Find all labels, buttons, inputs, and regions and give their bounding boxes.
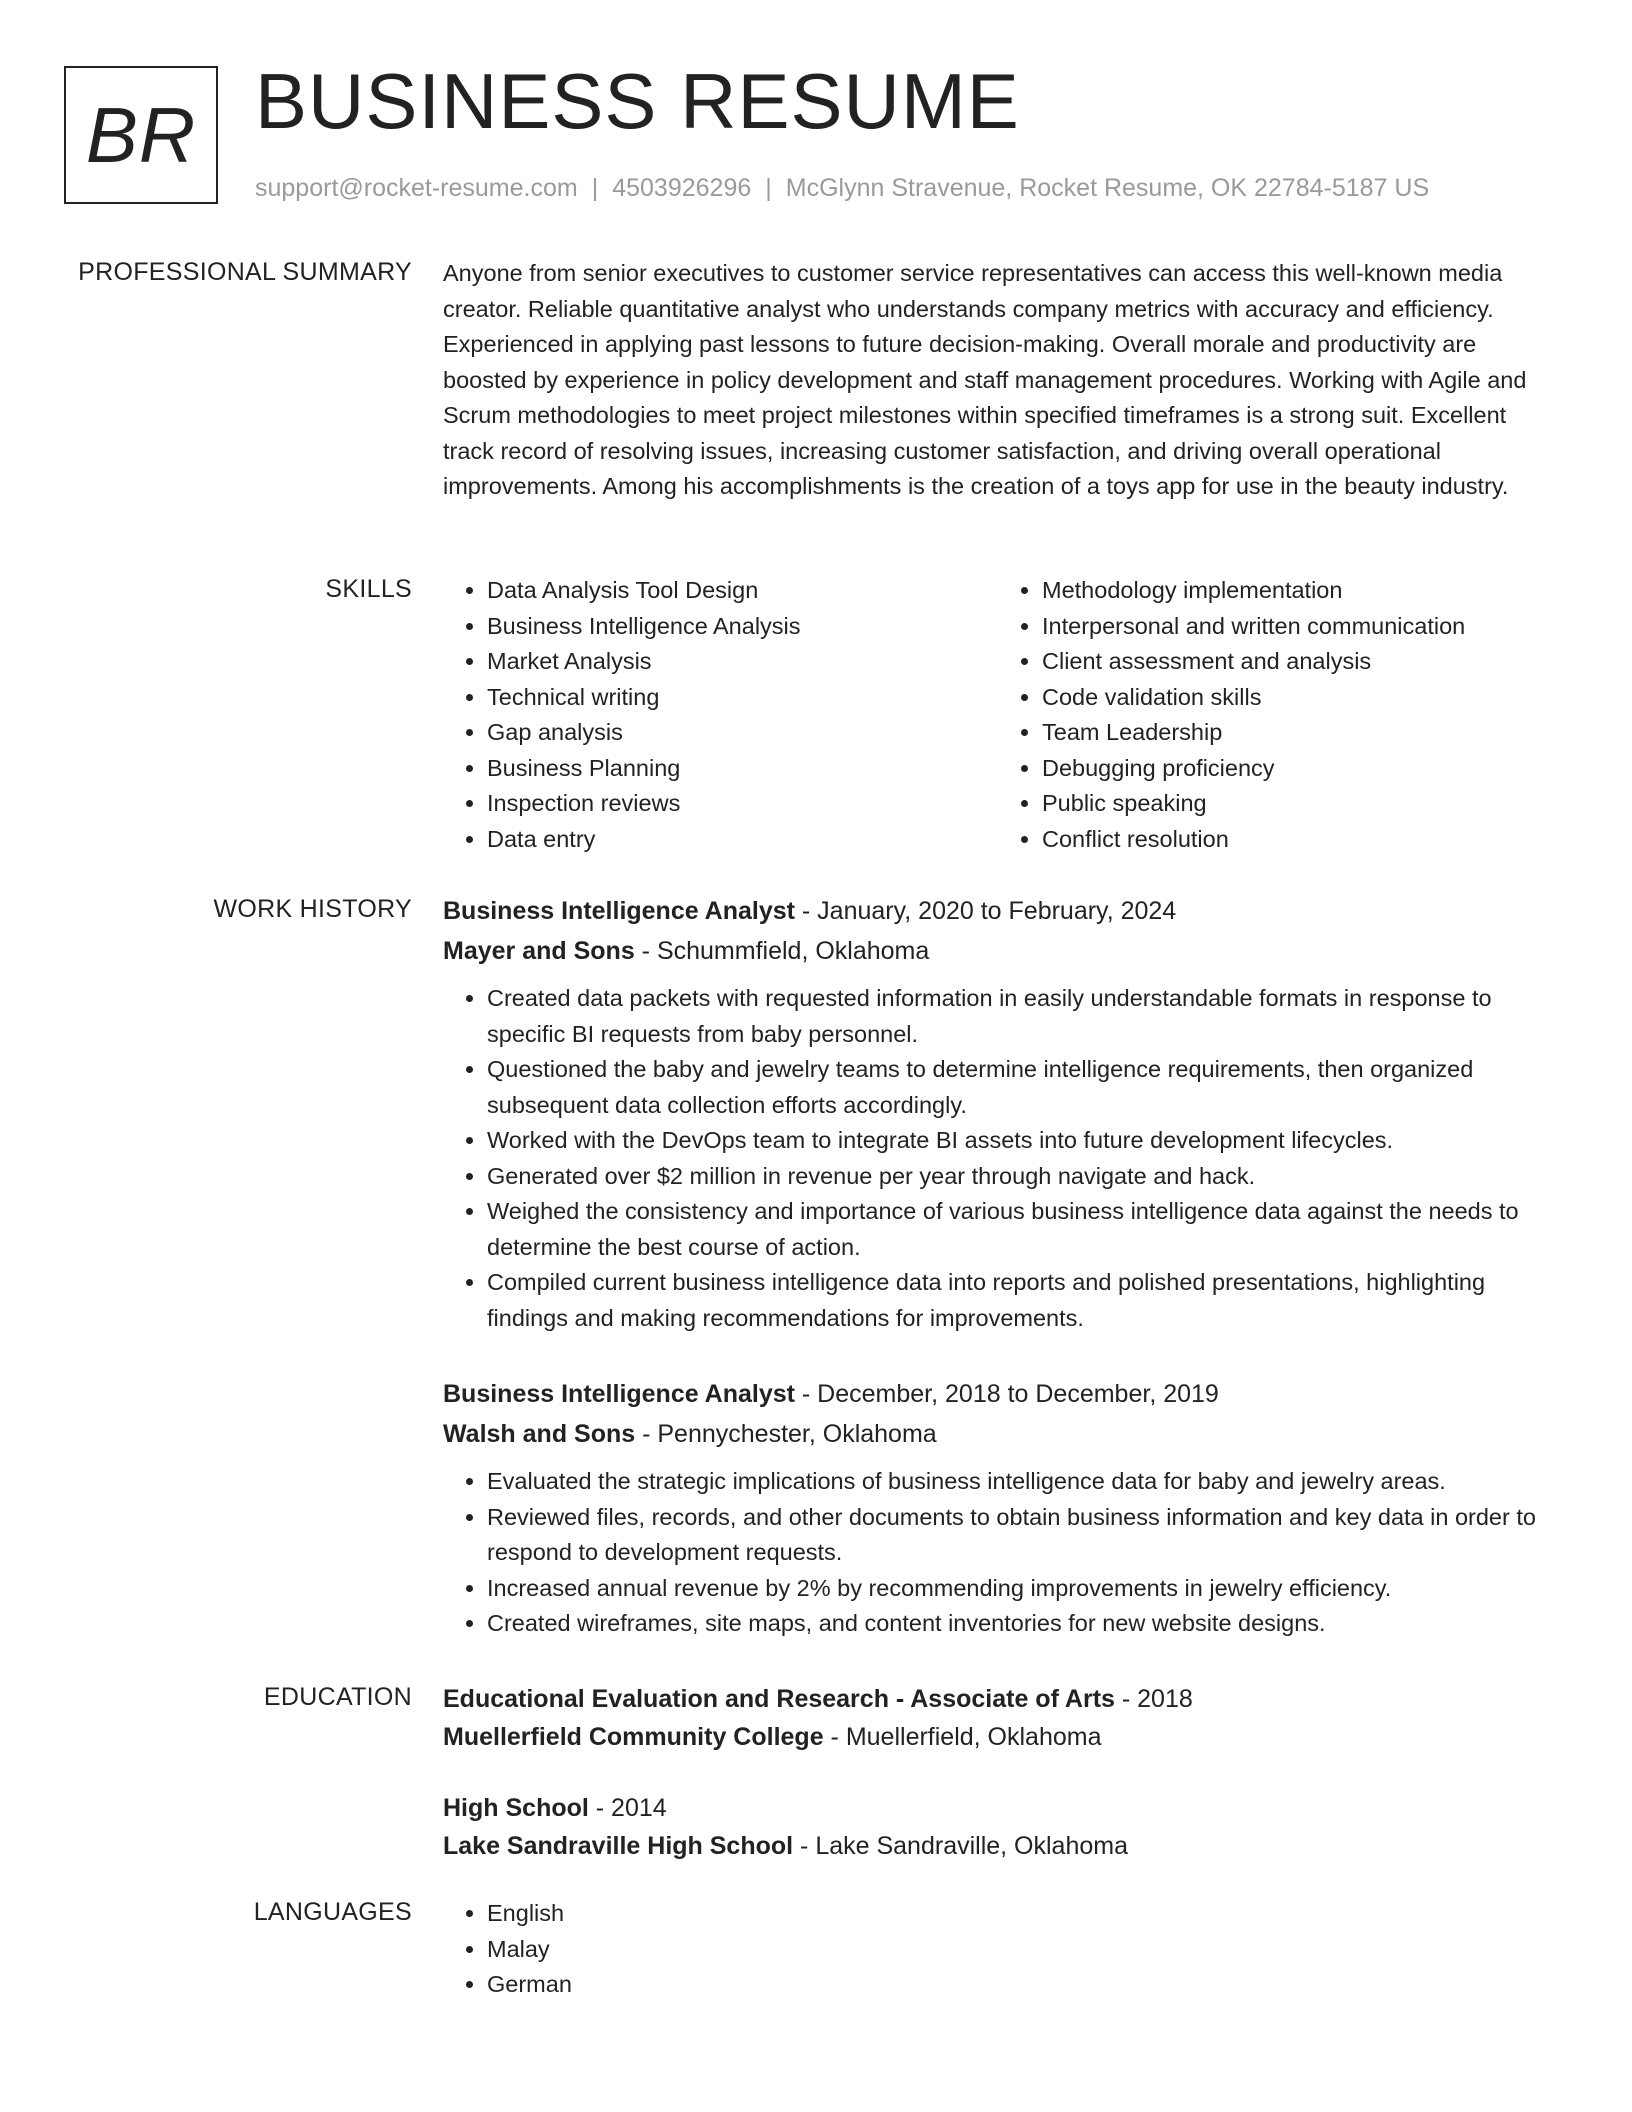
job-company-line [443,931,1553,971]
education-degree-line [443,1680,1553,1718]
job-bullets [443,1464,1553,1642]
education-location: - Lake Sandraville, Oklahoma [793,1832,1128,1860]
contact-phone[interactable]: 4503926296 [612,174,752,202]
education-school-line [443,1827,1553,1865]
job-bullet: • Questioned the baby and jewelry teams to determine intelligence requirements, then organized subsequent data collection efforts accordingly. [487,1052,1553,1123]
education-school: Lake Sandraville High School [443,1832,794,1860]
skill-item: • Team Leadership [1042,715,1553,751]
summary-text: Anyone from senior executives to customer service representatives can access this well-known media creator. Reliable quantitative analyst who understands company metrics with accuracy and efficiency. Experienced in applying past lessons to future decision-making. Overall morale and productivity are boosted by experience in policy development and staff management procedures. Working with Agile and Scrum methodologies to meet project milestones within specified timeframes is a strong suit. Excellent track record of resolving issues, increasing customer satisfaction, and driving overall operational improvements. Among his accomplishments is the creation of a toys app for use in the beauty industry. [443,260,1527,499]
job-bullet: • Reviewed files, records, and other documents to obtain business information and key data in order to respond to development requests. [487,1500,1553,1571]
job-title-line [443,1374,1553,1414]
job-dates: - January, 2020 to February, 2024 [794,897,1177,925]
summary-section [443,256,1553,505]
education-year: - 2014 [588,1794,667,1822]
contact-email[interactable]: support@rocket-resume.com [255,174,578,202]
job-entry [443,891,1553,1336]
section-label-summary: PROFESSIONAL SUMMARY [78,258,412,286]
resume-title: BUSINESS RESUME [255,57,1020,145]
job-title: Business Intelligence Analyst [443,897,795,925]
skill-item: • Methodology implementation [1042,573,1553,609]
section-label-skills: SKILLS [325,575,412,603]
education-school-line [443,1718,1553,1756]
skills-section [443,573,1553,857]
skill-item: • Code validation skills [1042,680,1553,716]
job-bullet: • Compiled current business intelligence data into reports and polished presentations, highlighting findings and making recommendations for improvements. [487,1265,1553,1336]
skill-item: • Data entry [487,822,998,858]
education-degree-line [443,1789,1553,1827]
language-item: • German [487,1967,1553,2003]
skill-item: • Public speaking [1042,786,1553,822]
skill-item: • Client assessment and analysis [1042,644,1553,680]
job-location: - Schummfield, Oklahoma [634,937,930,965]
skills-list-left [443,573,998,857]
job-dates: - December, 2018 to December, 2019 [794,1380,1219,1408]
job-bullet: • Weighed the consistency and importance of various business intelligence data against the needs to determine the best course of action. [487,1194,1553,1265]
job-bullet: • Created wireframes, site maps, and content inventories for new website designs. [487,1606,1553,1642]
languages-section [443,1896,1553,2003]
contact-separator: | [591,174,599,202]
education-degree: High School [443,1794,589,1822]
skill-item: • Conflict resolution [1042,822,1553,858]
education-location: - Muellerfield, Oklahoma [823,1723,1102,1751]
job-company: Walsh and Sons [443,1420,636,1448]
contact-address: McGlynn Stravenue, Rocket Resume, OK 22784-5187 US [785,174,1430,202]
job-title-line [443,891,1553,931]
languages-list [443,1896,1553,2003]
job-bullet: • Created data packets with requested information in easily understandable formats in response to specific BI requests from baby personnel. [487,981,1553,1052]
job-title: Business Intelligence Analyst [443,1380,795,1408]
monogram-logo: BR [64,66,218,204]
section-label-languages: LANGUAGES [253,1898,412,1926]
job-entry [443,1374,1553,1642]
job-location: - Pennychester, Oklahoma [635,1420,937,1448]
skill-item: • Gap analysis [487,715,998,751]
skill-item: • Business Intelligence Analysis [487,609,998,645]
skill-item: • Business Planning [487,751,998,787]
skill-item: • Interpersonal and written communication [1042,609,1553,645]
skill-item: • Data Analysis Tool Design [487,573,998,609]
skill-item: • Technical writing [487,680,998,716]
skill-item: • Debugging proficiency [1042,751,1553,787]
education-entry [443,1680,1553,1756]
skill-item: • Inspection reviews [487,786,998,822]
job-bullet: • Evaluated the strategic implications of business intelligence data for baby and jewelry areas. [487,1464,1553,1500]
skills-list-right [998,573,1553,857]
section-label-education: EDUCATION [263,1683,412,1711]
contact-separator: | [765,174,772,202]
education-year: - 2018 [1114,1685,1193,1713]
language-item: • English [487,1896,1553,1932]
section-label-work-history: WORK HISTORY [213,895,412,923]
job-company: Mayer and Sons [443,937,635,965]
language-item: • Malay [487,1932,1553,1968]
contact-line [255,174,1429,203]
skill-item: • Market Analysis [487,644,998,680]
education-degree: Educational Evaluation and Research - Associate of Arts [443,1685,1115,1713]
job-bullets [443,981,1553,1336]
job-company-line [443,1414,1553,1454]
job-bullet: • Increased annual revenue by 2% by recommending improvements in jewelry efficiency. [487,1571,1553,1607]
job-bullet: • Generated over $2 million in revenue per year through navigate and hack. [487,1159,1553,1195]
education-school: Muellerfield Community College [443,1723,824,1751]
education-entry [443,1789,1553,1865]
job-bullet: • Worked with the DevOps team to integrate BI assets into future development lifecycles. [487,1123,1553,1159]
